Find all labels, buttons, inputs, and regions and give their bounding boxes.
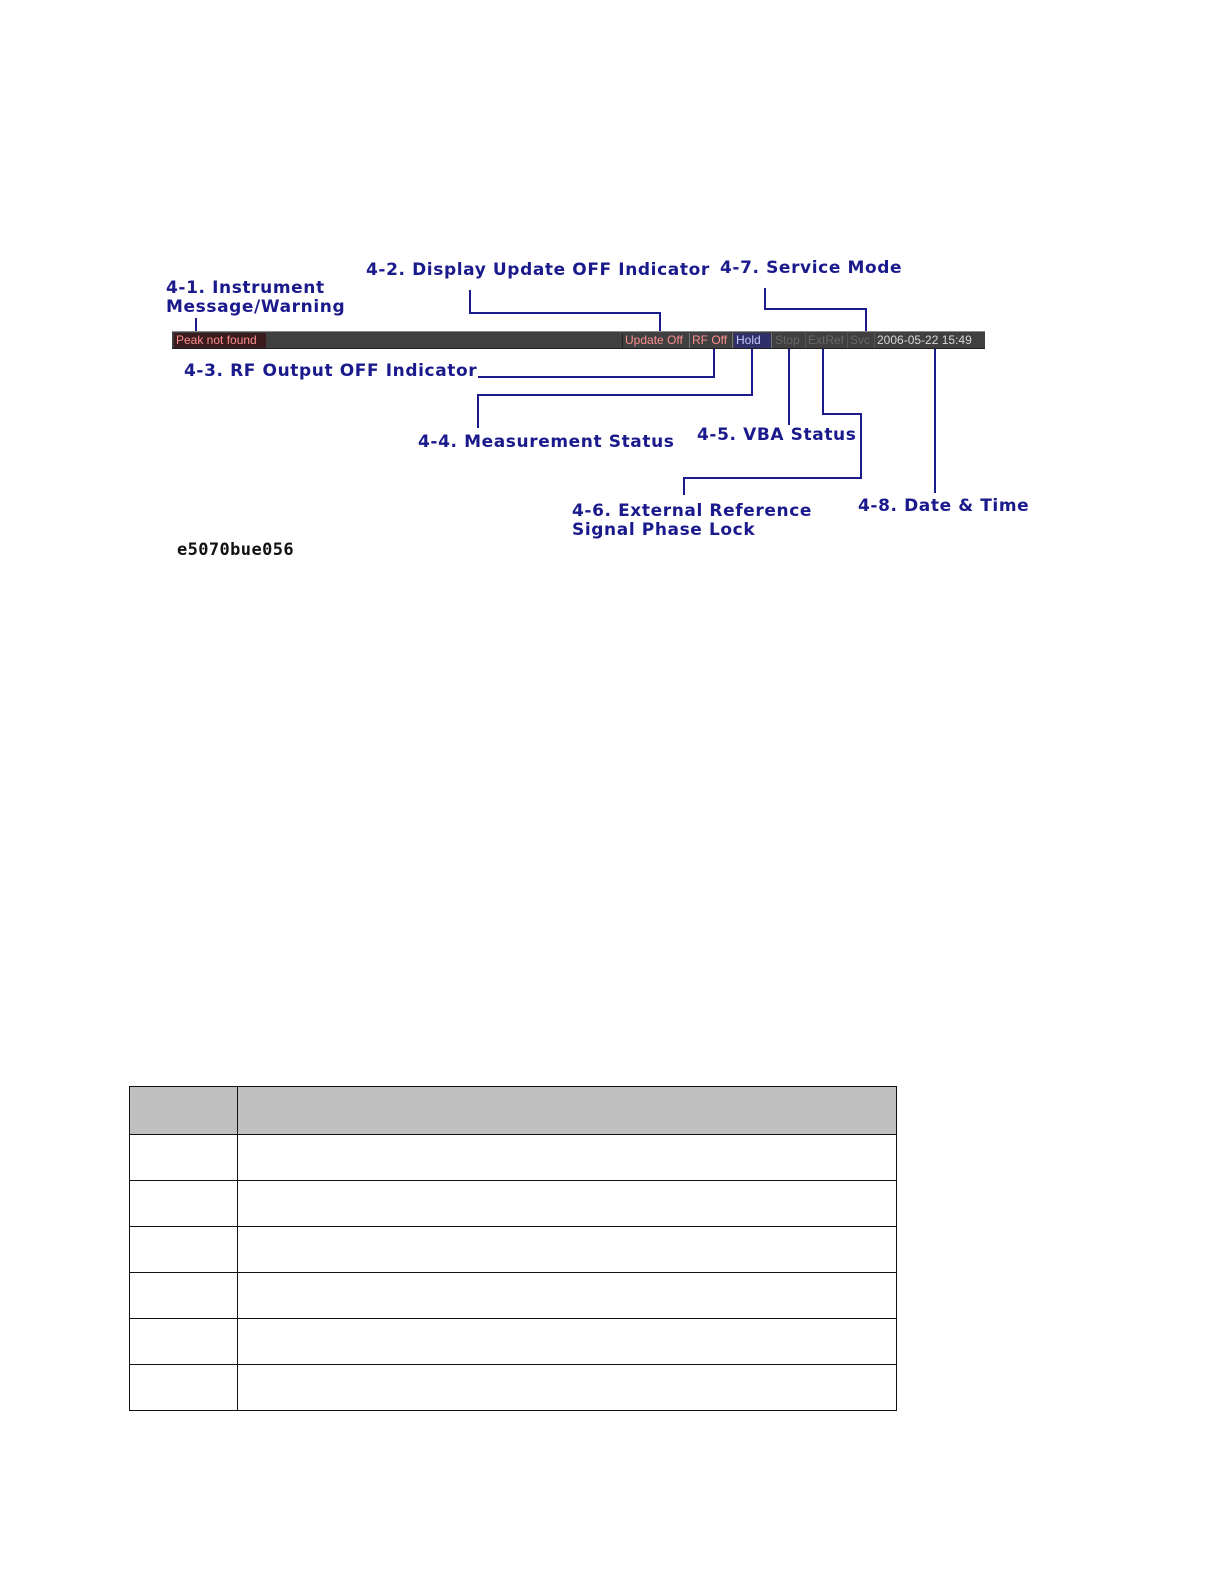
table-cell [130, 1227, 238, 1273]
table-cell [130, 1365, 238, 1411]
table-cell [130, 1135, 238, 1181]
status-table [129, 1086, 897, 1411]
table-header-cell [130, 1087, 238, 1135]
table-cell [130, 1181, 238, 1227]
callout-4-6-line1: 4-6. External Reference [572, 501, 812, 521]
rf-off-indicator: RF Off [690, 333, 733, 348]
callout-4-7: 4-7. Service Mode [720, 258, 903, 278]
table-cell [130, 1319, 238, 1365]
callout-4-6 [572, 502, 812, 540]
table-cell [238, 1135, 897, 1181]
leader-4-3 [478, 349, 714, 377]
callout-4-4: 4-4. Measurement Status [418, 432, 675, 452]
callout-4-1-line1: 4-1. Instrument [166, 278, 325, 298]
table-header-cell [238, 1087, 897, 1135]
table-cell [130, 1273, 238, 1319]
table-row [130, 1319, 897, 1365]
table-row [130, 1365, 897, 1411]
table-cell [238, 1181, 897, 1227]
table-cell [238, 1319, 897, 1365]
service-mode-status: Svc [848, 333, 875, 348]
table-header-row [130, 1087, 897, 1135]
leader-4-6 [684, 349, 861, 495]
leader-4-2 [470, 290, 660, 331]
leader-4-4 [478, 349, 752, 428]
table-row [130, 1273, 897, 1319]
table-cell [238, 1365, 897, 1411]
callout-4-8: 4-8. Date & Time [858, 496, 1030, 516]
measurement-status: Hold [734, 333, 772, 348]
vba-status: Stop [773, 333, 806, 348]
leader-4-7 [765, 288, 866, 331]
update-off-indicator: Update Off [622, 333, 690, 348]
table-row [130, 1181, 897, 1227]
figure-id: e5070bue056 [177, 540, 294, 560]
table-row [130, 1135, 897, 1181]
date-time: 2006-05-22 15:49 [877, 333, 972, 347]
callout-4-5: 4-5. VBA Status [697, 425, 857, 445]
instrument-message: Peak not found [174, 333, 266, 348]
callout-4-6-line2: Signal Phase Lock [572, 520, 756, 540]
callout-4-2: 4-2. Display Update OFF Indicator [366, 260, 710, 280]
table-cell [238, 1227, 897, 1273]
callout-4-1-line2: Message/Warning [166, 297, 346, 317]
callout-4-3: 4-3. RF Output OFF Indicator [184, 361, 478, 381]
callout-4-1 [166, 279, 345, 317]
instrument-status-bar [172, 331, 985, 349]
ext-ref-status: ExtRef [806, 333, 848, 348]
table-row [130, 1227, 897, 1273]
table-cell [238, 1273, 897, 1319]
